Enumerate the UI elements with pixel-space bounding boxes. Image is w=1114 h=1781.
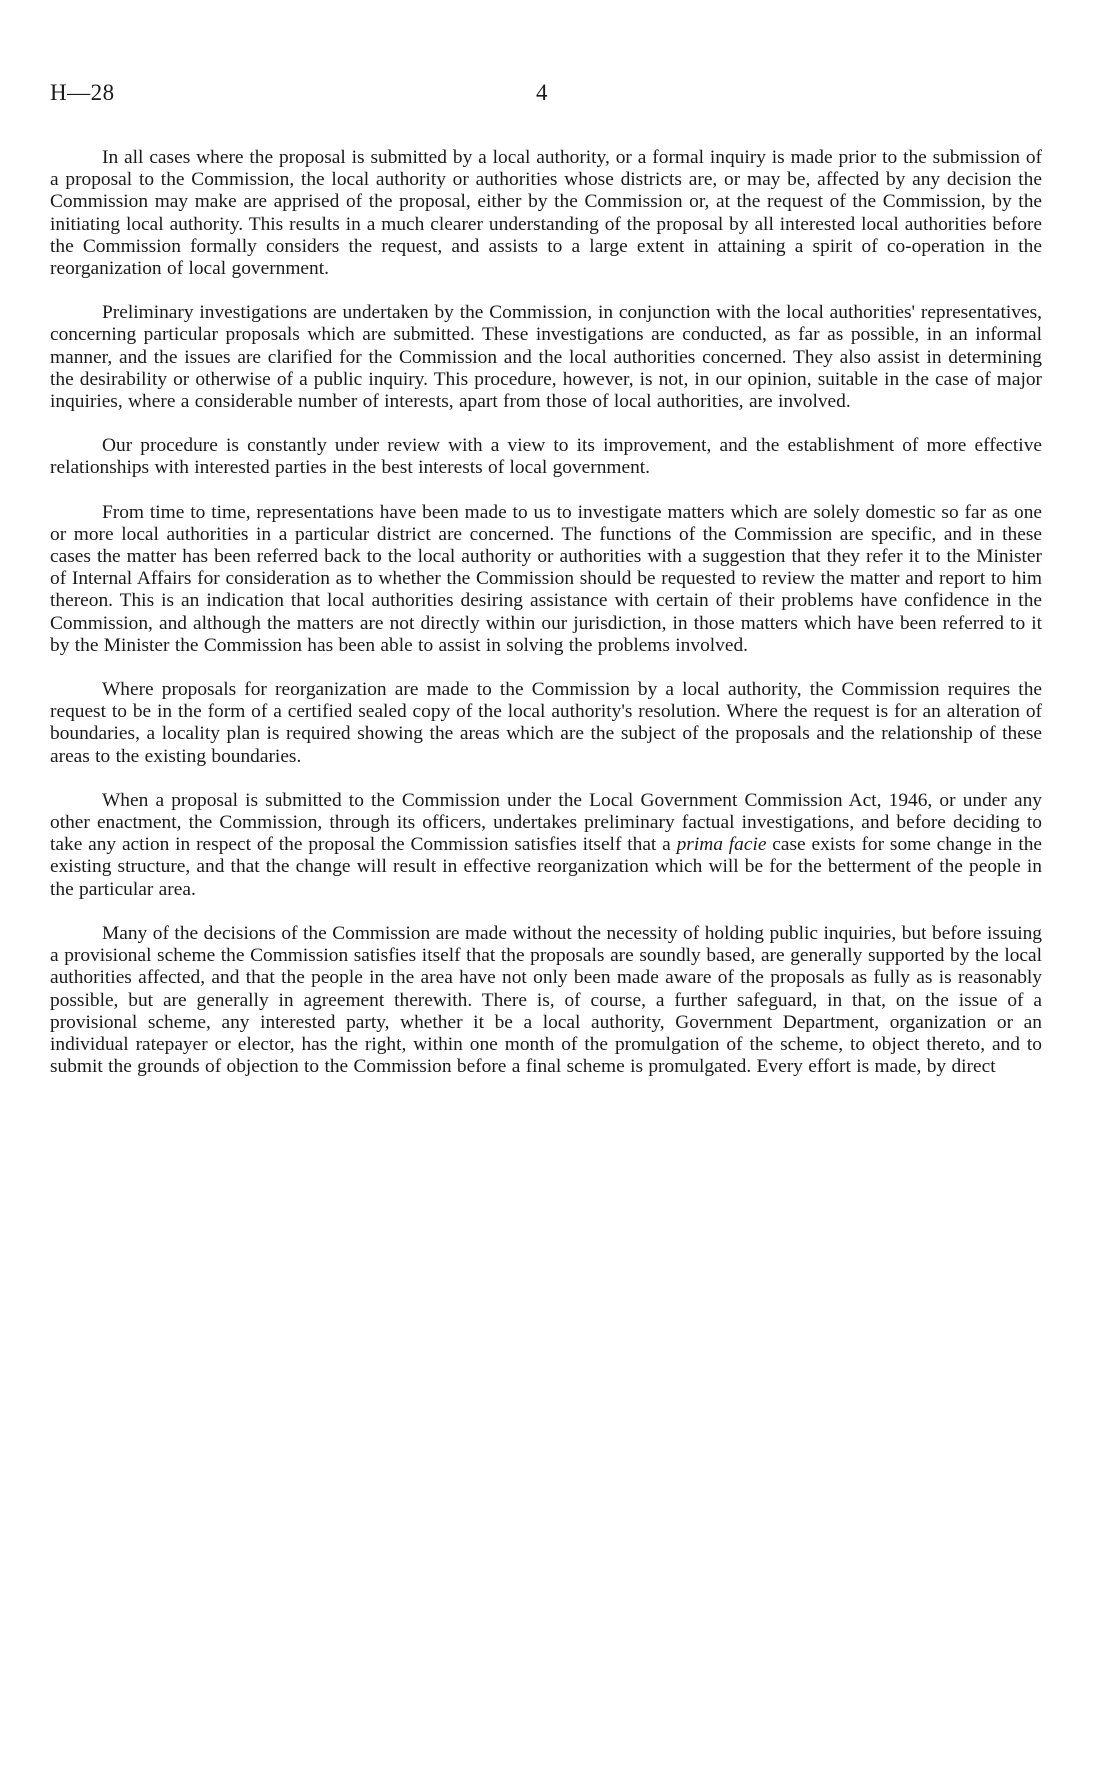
paragraph-prima-facie — [50, 790, 1042, 901]
paragraph-preliminary-investigations: Preliminary investigations are undertaken by the Commission, in conjunction with the local authorities' representatives, concerning particular proposals which are submitted. These investigations are conducted, as far as possible, in an informal manner, and the issues are clarified for the Commission and the local authorities concerned. They also assist in determining the desirability or otherwise of a public inquiry. This procedure, however, is not, in our opinion, suitable in the case of major inquiries, where a considerable number of interests, apart from those of local authorities, are involved. — [50, 302, 1042, 413]
body-text — [50, 147, 1042, 1100]
document-reference: H—28 — [50, 80, 115, 105]
paragraph-procedure-review: Our procedure is constantly under review with a view to its improvement, and the establishment of more effective relationships with interested parties in the best interests of local government. — [50, 435, 1042, 479]
page-number: 4 — [536, 80, 548, 105]
paragraph-decisions-without-inquiry: Many of the decisions of the Commission are made without the necessity of holding public inquiries, but before issuing a provisional scheme the Commission satisfies itself that the proposals are soundly based, are generally supported by the local authorities affected, and that the people in the area have not only been made aware of the proposals as fully as is reasonably possible, but are generally in agreement therewith. There is, of course, a further safeguard, in that, on the issue of a provisional scheme, any interested party, whether it be a local authority, Government Department, organization or an individual ratepayer or elector, has the right, within one month of the promulgation of the scheme, to object thereto, and to submit the grounds of objection to the Commission before a final scheme is promulgated. Every effort is made, by direct — [50, 922, 1042, 1078]
paragraph-consultation: In all cases where the proposal is submitted by a local authority, or a formal inquiry is made prior to the submission of a proposal to the Commission, the local authority or authorities whose districts are, or may be, affected by any decision the Commission may make are apprised of the proposal, either by the Commission or, at the request of the Commission, by the initiating local authority. This results in a much clearer understanding of the proposal by all interested local authorities before the Commission formally considers the request, and assists to a large extent in attaining a spirit of co-operation in the reorganization of local government. — [50, 147, 1042, 280]
prima-facie-text-before: When a proposal is submitted to the Commission under the Local Government Commission Act, 1946, or under any other enactment, the Commission, through its officers, undertakes preliminary factual investigations, and before deciding to take any action in respect of the proposal the Commission satisfies itself that a — [50, 789, 1042, 856]
paragraph-domestic-matters: From time to time, representations have been made to us to investigate matters which are solely domestic so far as one or more local authorities in a particular district are concerned. The functions of the Commission are specific, and in these cases the matter has been referred back to the local authority or authorities with a suggestion that they refer it to the Minister of Internal Affairs for consideration as to whether the Commission should be requested to review the matter and report to him thereon. This is an indication that local authorities desiring assistance with certain of their problems have confidence in the Commission, and although the matters are not directly within our jurisdiction, in those matters which have been referred to it by the Minister the Commission has been able to assist in solving the problems involved. — [50, 501, 1042, 656]
paragraph-reorganization-requests: Where proposals for reorganization are made to the Commission by a local authority, the Commission requires the request to be in the form of a certified sealed copy of the local authority's resolution. Where the request is for an alteration of boundaries, a locality plan is required showing the areas which are the subject of the proposals and the relationship of these areas to the existing boundaries. — [50, 679, 1042, 767]
page-header — [50, 80, 1040, 110]
prima-facie-italic: prima facie — [676, 834, 767, 856]
prima-facie-text-after: case exists for some change in the existing structure, and that the change will result in effective reorganization which will be for the betterment of the people in the particular area. — [50, 834, 1043, 900]
